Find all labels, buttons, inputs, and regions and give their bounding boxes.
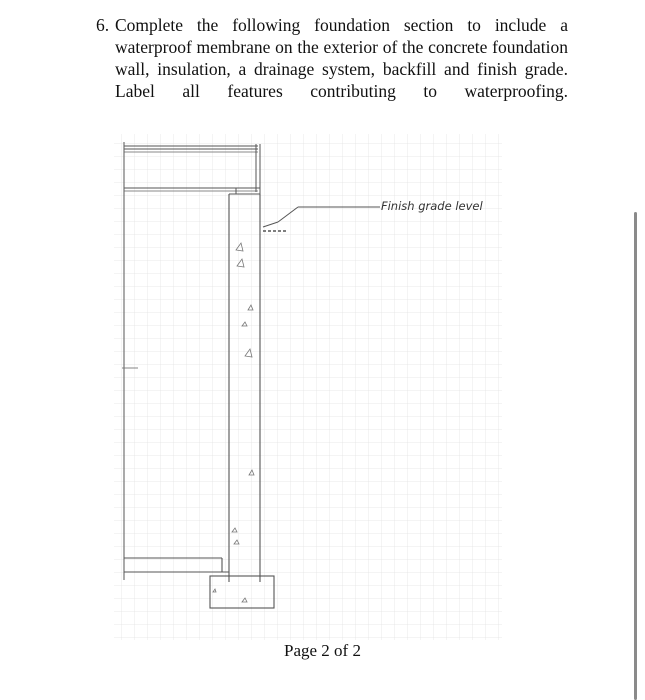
question-block <box>96 14 568 124</box>
question-text: Complete the following foundation section to include a waterproof membrane on the exterior of the concrete foundation wall, insulation, a drainage system, backfill and finish grade. Label all features contributing to waterproofing. <box>115 15 568 101</box>
foundation-section-drawing <box>108 130 508 645</box>
scrollbar[interactable] <box>634 212 637 700</box>
page-number: Page 2 of 2 <box>284 641 361 660</box>
question-number: 6. <box>96 15 110 35</box>
finish-grade-label: Finish grade level <box>381 199 483 213</box>
